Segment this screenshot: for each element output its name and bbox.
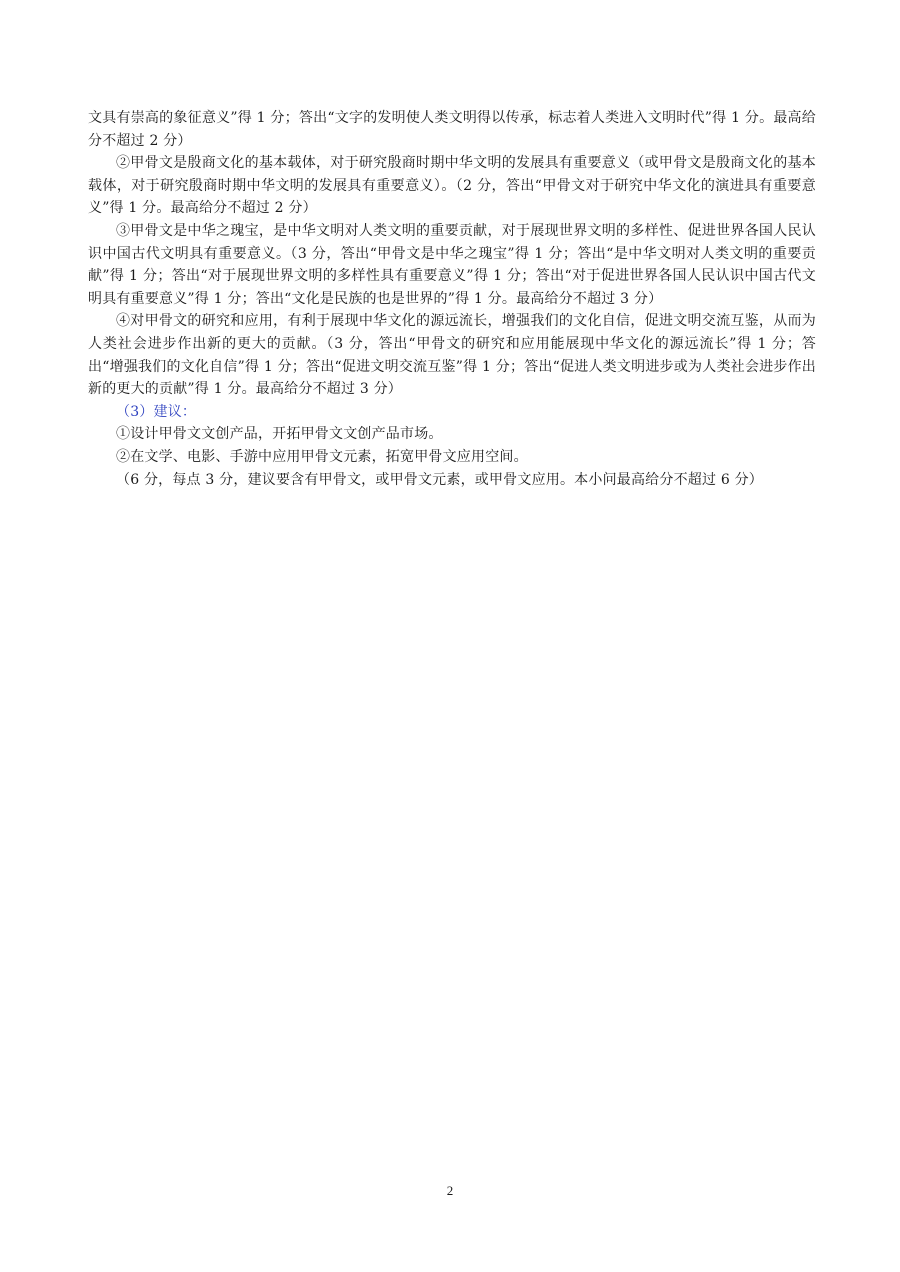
- suggestion-item-1: ①设计甲骨文文创产品，开拓甲骨文文创产品市场。: [116, 426, 443, 443]
- scoring-note: （6 分，每点 3 分，建议要含有甲骨文，或甲骨文元素，或甲骨文应用。本小问最高给分不超过 6 分）: [116, 471, 763, 488]
- page-number: 2: [446, 1183, 454, 1198]
- paragraph-point-3: ③甲骨文是中华之瑰宝，是中华文明对人类文明的重要贡献，对于展现世界文明的多样性、促进世界各国人民认识中国古代文明具有重要意义。（3 分，答出“甲骨文是中华之瑰宝”得 1 分；答出“是中华文明对人类文明的重要贡献”得 1 分；答出“对于展现世界文明的多样性具有重要意义”得 1 分；答出“对于促进世界各国人民认识中国古代文明具有重要意义”得 1 分；答出“文化是民族的也是世界的”得 1 分。最高给分不超过 3 分）: [88, 222, 816, 307]
- paragraph-point-4: ④对甲骨文的研究和应用，有利于展现中华文化的源远流长，增强我们的文化自信，促进文明交流互鉴，从而为人类社会进步作出新的更大的贡献。（3 分，答出“甲骨文的研究和应用能展现中华文化的源远流长”得 1 分；答出“增强我们的文化自信”得 1 分；答出“促进文明交流互鉴”得 1 分；答出“促进人类文明进步或为人类社会进步作出新的更大的贡献”得 1 分。最高给分不超过 3 分）: [88, 313, 816, 398]
- paragraph-point-2: ②甲骨文是殷商文化的基本载体，对于研究殷商时期中华文明的发展具有重要意义（或甲骨文是殷商文化的基本载体，对于研究殷商时期中华文明的发展具有重要意义）。（2 分，答出“甲骨文对于研究中华文化的演进具有重要意义”得 1 分。最高给分不超过 2 分）: [88, 155, 816, 217]
- paragraph-continuation: 文具有崇高的象征意义”得 1 分；答出“文字的发明使人类文明得以传承，标志着人类进入文明时代”得 1 分。最高给分不超过 2 分）: [88, 110, 816, 149]
- suggestion-item-2: ②在文学、电影、手游中应用甲骨文元素，拓宽甲骨文应用空间。: [116, 448, 528, 465]
- answer-key-body: [88, 107, 816, 491]
- section-heading-suggestions: （3）建议：: [116, 403, 197, 420]
